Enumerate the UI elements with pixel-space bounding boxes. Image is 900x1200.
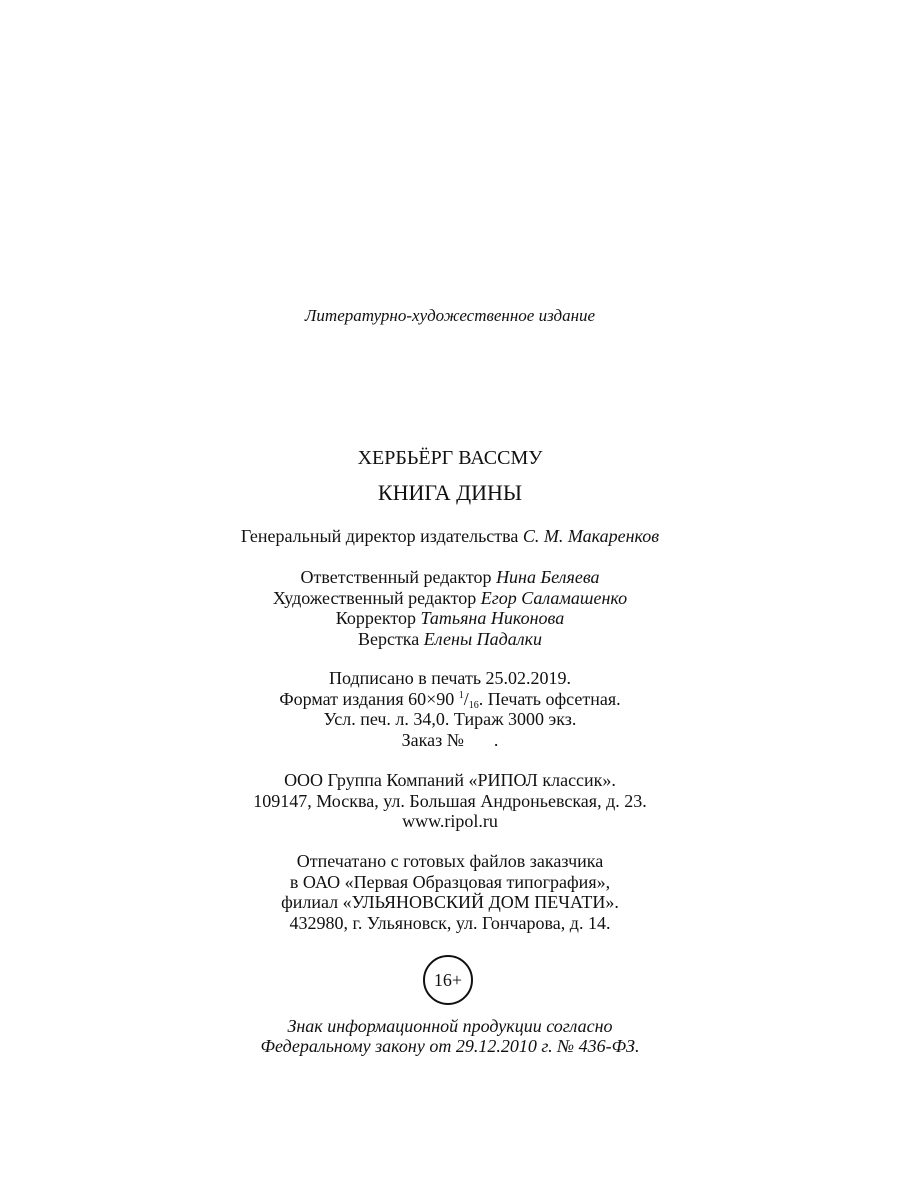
publisher-address: 109147, Москва, ул. Большая Андроньевская, д. 23. [253, 791, 647, 811]
age-notice-line: Знак информационной продукции согласно [287, 1016, 613, 1036]
author-name: ХЕРБЬЁРГ ВАССМУ [357, 447, 543, 469]
age-rating-badge: 16+ [423, 955, 473, 1005]
credit-role: Верстка [357, 629, 420, 649]
credit-name: Нина Беляева [496, 567, 600, 587]
format-suffix: . Печать офсетная. [478, 689, 621, 709]
credit-name: Татьяна Никонова [420, 608, 565, 628]
order-end: . [493, 730, 499, 750]
credit-name: Елены Падалки [423, 629, 543, 649]
credit-role: Корректор [335, 608, 417, 628]
edition-type: Литературно-художественное издание [304, 306, 596, 325]
credit-line [0, 608, 900, 629]
format-slash: / [463, 689, 469, 709]
format-prefix: Формат издания 60×90 [279, 689, 455, 709]
book-title: КНИГА ДИНЫ [377, 480, 523, 505]
printer-line: Отпечатано с готовых файлов заказчика [296, 851, 604, 871]
sheets-circulation: Усл. печ. л. 34,0. Тираж 3000 экз. [323, 709, 577, 729]
order-line [0, 730, 900, 751]
general-director-role: Генеральный директор издательства [240, 526, 519, 546]
age-notice-line: Федеральному закону от 29.12.2010 г. № 436-ФЗ. [260, 1036, 640, 1056]
general-director-line [0, 526, 900, 547]
order-label: Заказ № [401, 730, 464, 750]
credit-name: Егор Саламашенко [480, 588, 628, 608]
printer-line: филиал «УЛЬЯНОВСКИЙ ДОМ ПЕЧАТИ». [281, 892, 619, 912]
credit-line [0, 588, 900, 609]
credit-role: Ответственный редактор [300, 567, 492, 587]
signed-to-print: Подписано в печать 25.02.2019. [328, 668, 572, 688]
printer-line: в ОАО «Первая Образцовая типография», [289, 872, 611, 892]
publisher-website: www.ripol.ru [402, 811, 498, 831]
credit-line [0, 629, 900, 650]
publisher-name: ООО Группа Компаний «РИПОЛ классик». [284, 770, 616, 790]
credit-role: Художественный редактор [272, 588, 477, 608]
format-numerator: 1 [458, 690, 464, 701]
format-denominator: 16 [468, 700, 479, 711]
printer-line: 432980, г. Ульяновск, ул. Гончарова, д. 14. [289, 913, 611, 933]
credit-line [0, 567, 900, 588]
general-director-name: С. М. Макаренков [522, 526, 660, 546]
